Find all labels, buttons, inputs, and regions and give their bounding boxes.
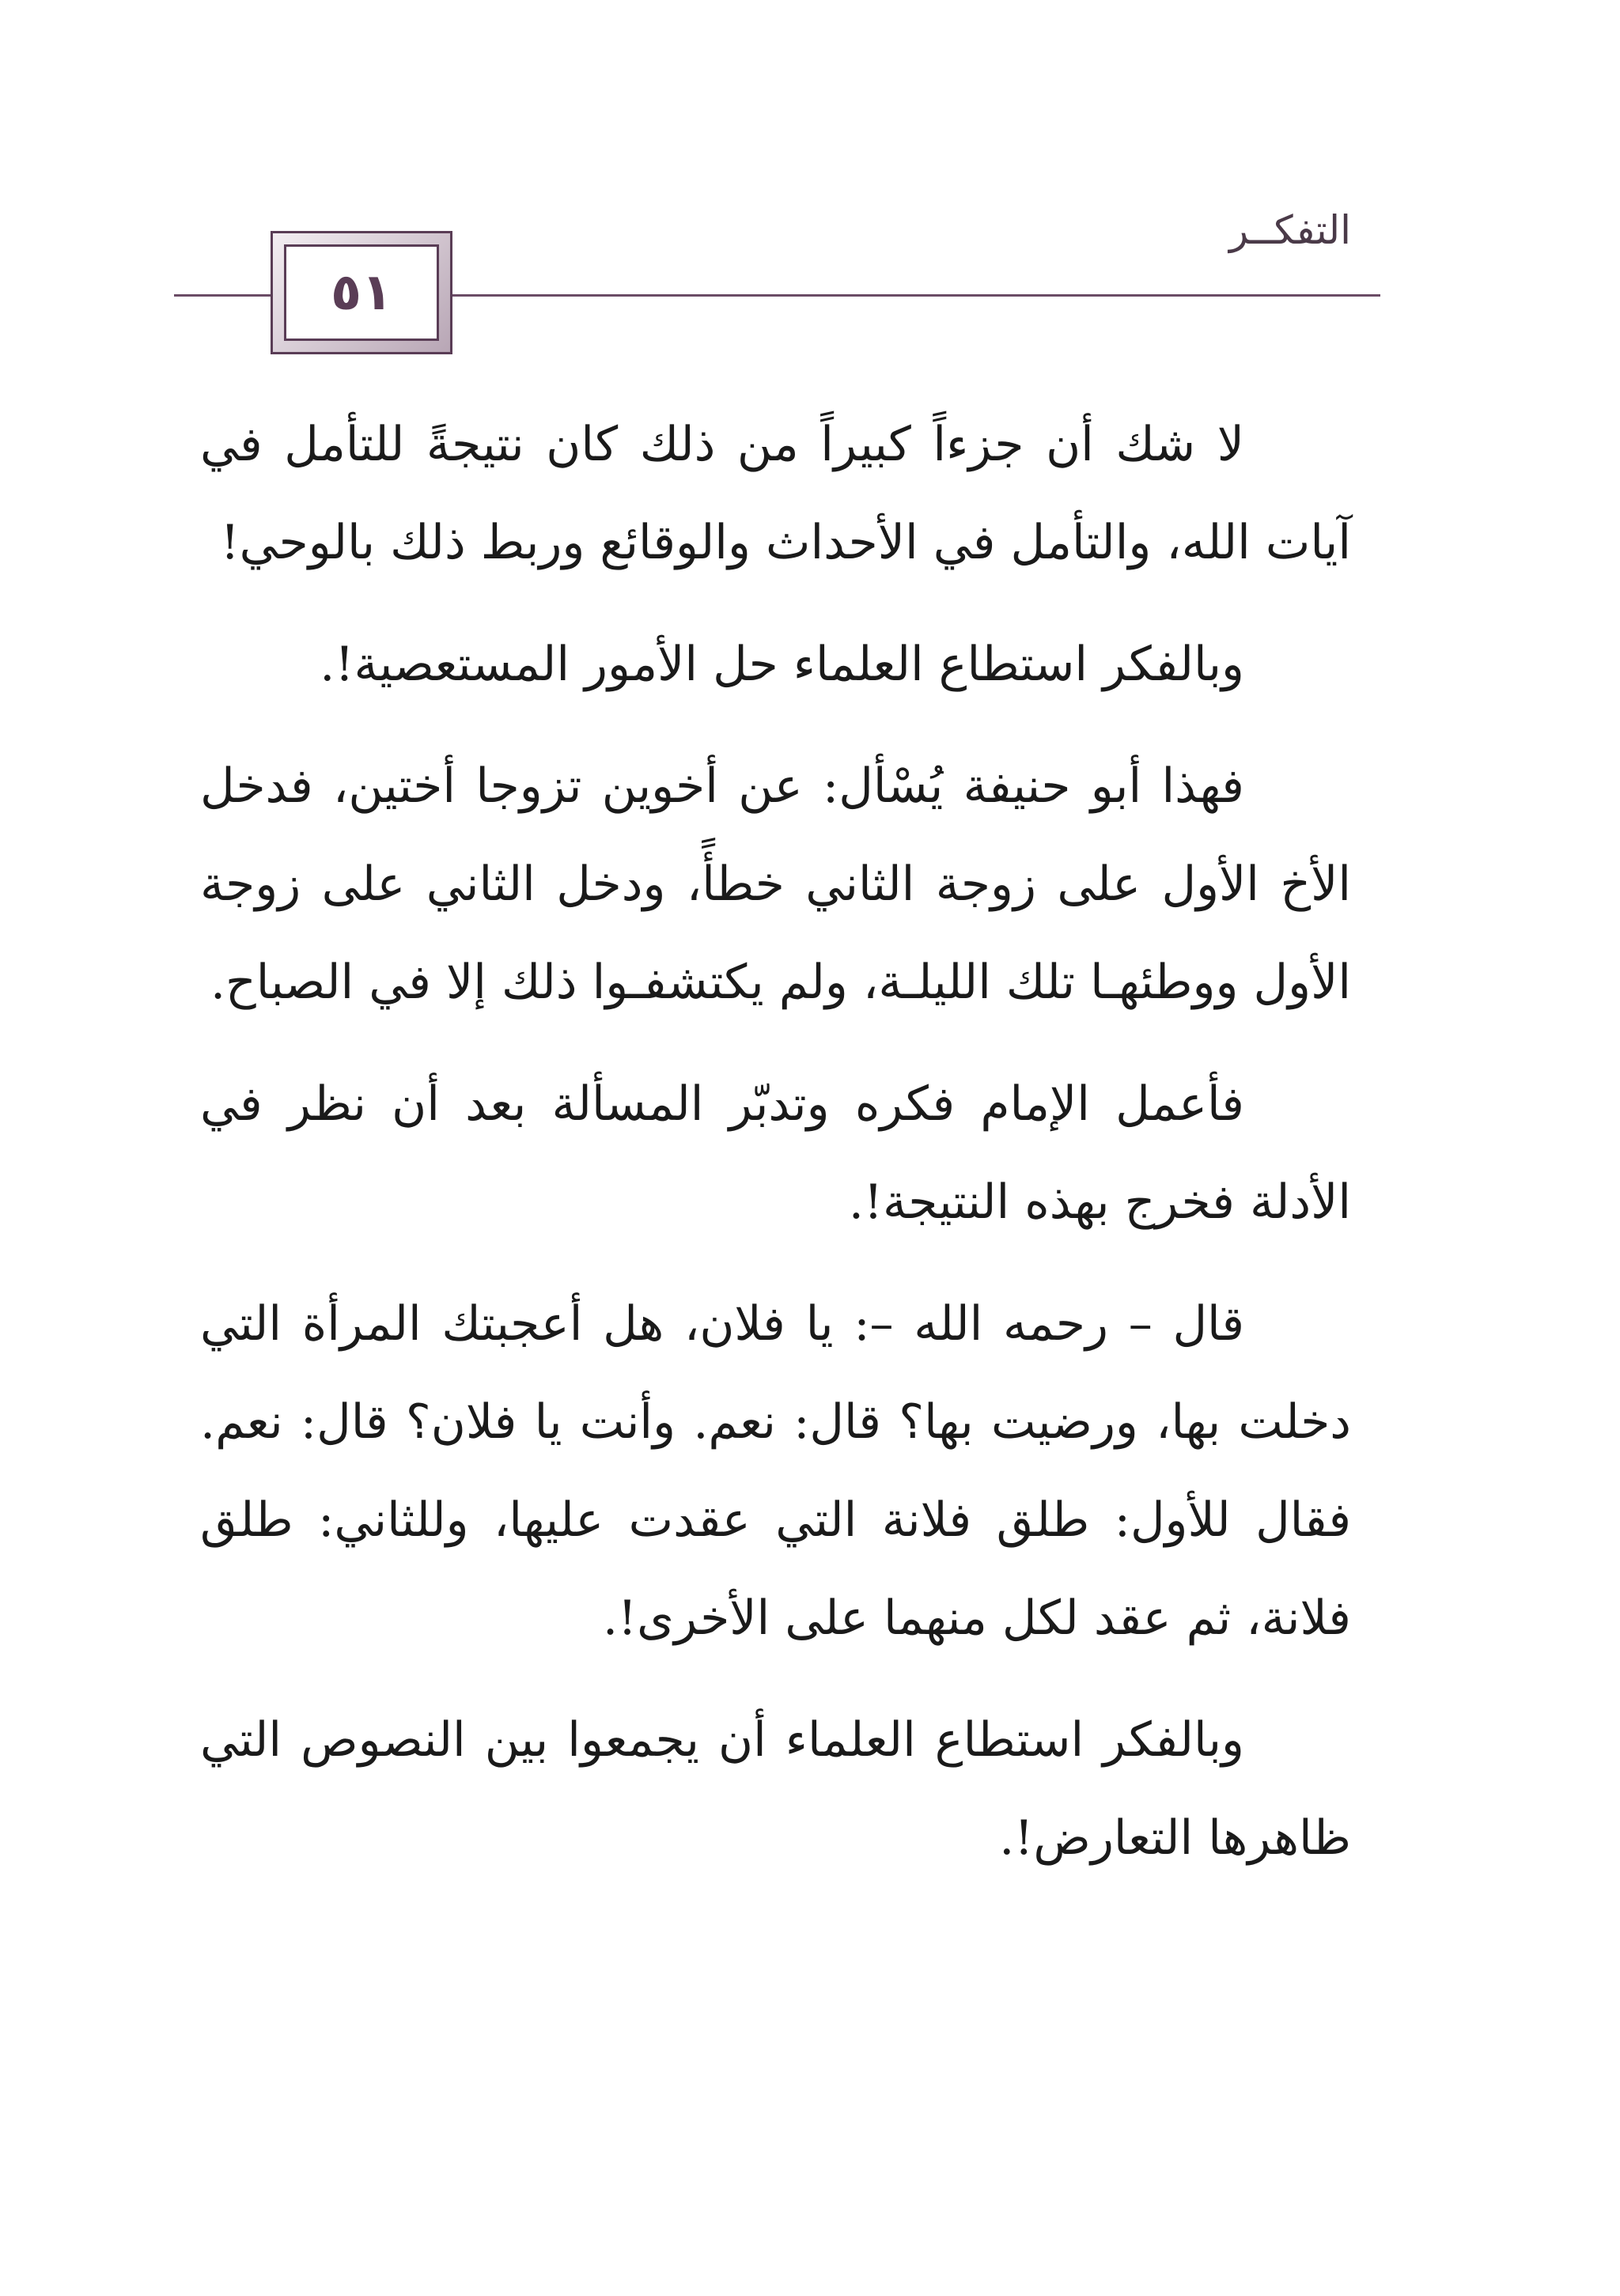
header-rule-right <box>451 294 1380 297</box>
paragraph: وبالفكر استطاع العلماء حل الأمور المستعصية!. <box>320 637 1244 692</box>
body-text <box>200 395 1351 1911</box>
paragraph: فهذا أبو حنيفة يُسْأل: عن أخوين تزوجا أختين، فدخل الأخ الأول على زوجة الثاني خطأً، ودخل الثاني على زوجة الأول ووطئهـا تلك الليلـة، ولم يكتشفـوا ذلك إلا في الصباح. <box>200 758 1351 1010</box>
paragraph: لا شك أن جزءاً كبيراً من ذلك كان نتيجةً للتأمل في آيات الله، والتأمل في الأحداث والوقائع وربط ذلك بالوحي! <box>200 417 1351 570</box>
running-title: التفكــر <box>1228 207 1351 253</box>
page-header <box>0 0 1620 372</box>
page-number: ٥١ <box>284 244 439 341</box>
paragraph: وبالفكر استطاع العلماء أن يجمعوا بين النصوص التي ظاهرها التعارض!. <box>200 1712 1351 1866</box>
paragraph: فأعمل الإمام فكره وتدبّر المسألة بعد أن نظر في الأدلة فخرج بهذه النتيجة!. <box>200 1076 1351 1230</box>
paragraph: قال – رحمه الله –: يا فلان، هل أعجبتك المرأة التي دخلت بها، ورضيت بها؟ قال: نعم. وأنت يا فلان؟ قال: نعم. فقال للأول: طلق فلانة التي عقدت عليها، وللثاني: طلق فلانة، ثم عقد لكل منهما على الأخرى!. <box>200 1296 1351 1646</box>
header-rule-left <box>174 294 275 297</box>
page-number-frame <box>271 231 452 354</box>
